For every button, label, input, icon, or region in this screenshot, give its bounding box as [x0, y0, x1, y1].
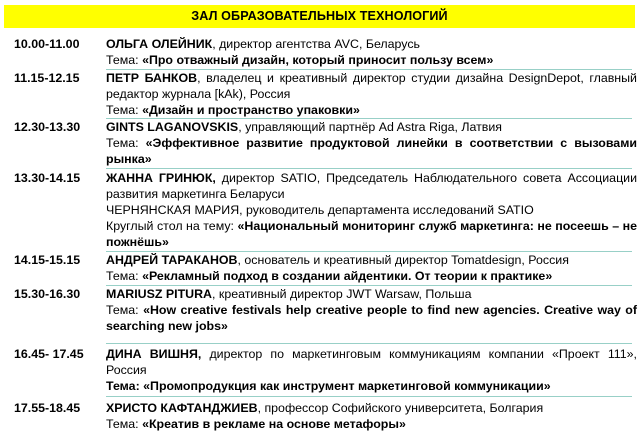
session-content [106, 36, 637, 68]
separator-line [106, 396, 632, 397]
speaker-line [106, 170, 637, 202]
speaker-role: , директор агентства AVC, Беларусь [212, 37, 421, 51]
topic-line [106, 52, 637, 68]
speaker-name: ХРИСТО КАФТАНДЖИЕВ [106, 401, 258, 415]
speaker-role: , владелец и креативный директор студии дизайна DesignDepot, главный редактор журнала [kAk), Россия [106, 71, 637, 101]
speaker-role: директор по маркетинговым коммуникациям компании «Проект 111», Россия [106, 347, 637, 377]
session-content [106, 252, 637, 284]
topic-label: Тема: [106, 53, 143, 67]
session-content [106, 170, 637, 250]
topic-line [106, 102, 637, 118]
speaker-role: директор SATIO, Председатель Наблюдательного совета Ассоциации развития маркетинга Беларуси [106, 171, 638, 201]
session-content [106, 286, 637, 334]
topic-line [106, 135, 637, 167]
speaker-role: , профессор Софийского университета, Болгария [257, 401, 544, 415]
speaker-name: ПЕТР БАНКОВ [106, 71, 198, 85]
hall-title: ЗАЛ ОБРАЗОВАТЕЛЬНЫХ ТЕХНОЛОГИЙ [4, 5, 635, 28]
speaker-name: ДИНА ВИШНЯ, [106, 347, 202, 361]
session-time: 15.30-16.30 [14, 287, 81, 301]
session-time: 16.45- 17.45 [14, 347, 84, 361]
topic-line [106, 302, 637, 334]
topic-title: «Про отважный дизайн, который приносит пользу всем» [142, 53, 494, 67]
topic-label: Круглый стол на тему: [106, 219, 238, 233]
speaker-line [106, 346, 637, 378]
session-time: 10.00-11.00 [14, 37, 80, 51]
separator-line [106, 343, 632, 344]
topic-label: Тема: [106, 417, 143, 431]
separator-line [106, 168, 632, 169]
speaker-line [106, 252, 637, 268]
session-content [106, 119, 637, 167]
session-time: 14.15-15.15 [14, 253, 81, 267]
speaker-name: MARIUSZ PITURA [106, 287, 213, 301]
speaker-line [106, 36, 637, 52]
speaker-name: АНДРЕЙ ТАРАКАНОВ [106, 253, 238, 267]
session-time: 12.30-13.30 [14, 120, 81, 134]
topic-label: Тема: [106, 379, 144, 393]
topic-label: Тема: [106, 136, 146, 150]
session-content [106, 70, 637, 118]
topic-title: «Национальный мониторинг служб маркетинга: не посеешь – не пожнёшь» [106, 219, 637, 249]
topic-line [106, 268, 637, 284]
session-time: 11.15-12.15 [14, 71, 80, 85]
topic-label: Тема: [106, 103, 143, 117]
speaker-line [106, 286, 637, 302]
topic-title: «Рекламный подход в создании айдентики. От теории к практике» [142, 269, 553, 283]
topic-line [106, 378, 637, 394]
session-time: 17.55-18.45 [14, 401, 81, 415]
topic-label: Тема: [106, 269, 143, 283]
session-content [106, 346, 637, 394]
second-speaker-line [106, 202, 637, 218]
speaker-name-2: ЧЕРНЯНСКАЯ МАРИЯ [106, 203, 240, 217]
speaker-role-2: , руководитель департамента исследований SATIO [239, 203, 534, 217]
topic-title: «Креатив в рекламе на основе метафоры» [142, 417, 406, 431]
session-content [106, 400, 637, 432]
speaker-role: , управляющий партнёр Ad Astra Riga, Латвия [238, 120, 503, 134]
topic-title: «Эффективное развитие продуктовой линейки в соответствии с вызовами рынка» [106, 136, 637, 166]
speaker-name: GINTS LAGANOVSKIS [106, 120, 239, 134]
speaker-role: , креативный директор JWT Warsaw, Польша [212, 287, 472, 301]
speaker-name: ЖАННА ГРИНЮК, [106, 171, 216, 185]
speaker-line [106, 119, 637, 135]
speaker-role: , основатель и креативный директор Tomatdesign, Россия [237, 253, 569, 267]
topic-line [106, 218, 637, 250]
speaker-name: ОЛЬГА ОЛЕЙНИК [106, 37, 213, 51]
speaker-line [106, 400, 637, 416]
topic-title: «Промопродукция как инструмент маркетинговой коммуникации» [143, 379, 551, 393]
topic-line [106, 416, 637, 432]
session-time: 13.30-14.15 [14, 171, 81, 185]
speaker-line [106, 70, 637, 102]
topic-label: Тема: [106, 303, 144, 317]
topic-title: «Дизайн и пространство упаковки» [142, 103, 360, 117]
topic-title: «How creative festivals help creative people to find new agencies. Creative way of searching new jobs» [106, 303, 637, 333]
